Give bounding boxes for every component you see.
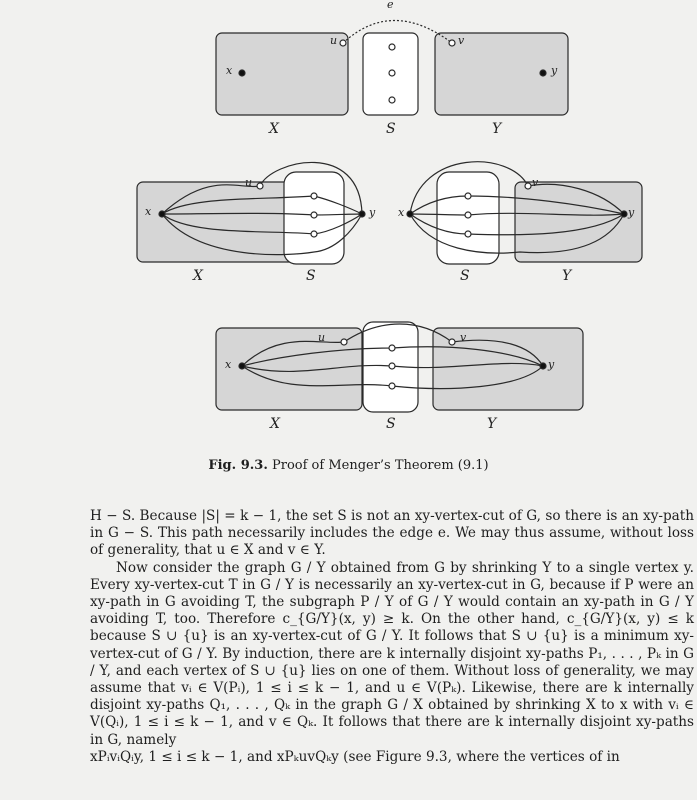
top-box-X <box>216 33 348 115</box>
left-label-x: x <box>145 205 152 218</box>
top-vertex-u <box>340 40 346 46</box>
left-label-S: S <box>306 268 316 284</box>
top-label-X: X <box>269 121 279 137</box>
bottom-label-y: y <box>548 358 555 371</box>
top-box-Y <box>435 33 568 115</box>
left-label-X: X <box>193 268 203 284</box>
bottom-label-S: S <box>386 416 396 432</box>
figure-caption <box>0 458 697 473</box>
top-label-v: v <box>458 34 465 47</box>
right-label-S: S <box>460 268 470 284</box>
bottom-box-Y <box>433 328 583 410</box>
top-vertex-y <box>540 70 546 76</box>
top-label-x: x <box>226 64 233 77</box>
right-box-Y <box>515 182 642 262</box>
bottom-box-X <box>216 328 362 410</box>
top-vertex-x <box>239 70 245 76</box>
bottom-label-v: v <box>460 331 467 344</box>
left-label-u: u <box>245 176 253 189</box>
caption-label: Fig. 9.3. <box>208 458 268 473</box>
left-vertex-y <box>359 211 365 217</box>
bottom-label-u: u <box>318 331 326 344</box>
top-label-y: y <box>551 64 558 77</box>
top-label-u: u <box>330 34 338 47</box>
right-label-x: x <box>398 206 405 219</box>
right-vertex-x <box>407 211 413 217</box>
bottom-label-X: X <box>270 416 280 432</box>
bottom-label-Y: Y <box>487 416 497 432</box>
top-label-Y: Y <box>492 121 502 137</box>
bottom-vertex-y <box>540 363 546 369</box>
left-vertex-x <box>159 211 165 217</box>
paragraph-3-cut: xPᵢvᵢQᵢy, 1 ≤ i ≤ k − 1, and xPₖuvQₖy (see Figure 9.3, where the vertices of in <box>90 748 620 765</box>
body-text <box>90 508 694 766</box>
top-label-e: e <box>387 0 394 11</box>
paragraph-2: Now consider the graph G / Y obtained from G by shrinking Y to a single vertex y. Every xy-vertex-cut T in G / Y is necessarily an xy-vertex-cut in G, because if P were an xy-path in G avoiding T, the subgraph P / Y of G / Y would contain an xy-path in G / Y avoiding T, too. Therefore c_{G/Y}(x, y) ≥ k. On the other hand, c_{G/Y}(x, y) ≤ k because S ∪ {u} is an xy-vertex-cut of G / Y. It follows that S ∪ {u} is a minimum xy-vertex-cut of G / Y. By induction, there are k internally disjoint xy-paths P₁, . . . , Pₖ in G / Y, and each vertex of S ∪ {u} lies on one of them. Without loss of generality, we may assume that vᵢ ∈ V(Pᵢ), 1 ≤ i ≤ k − 1, and u ∈ V(Pₖ). Likewise, there are k internally disjoint xy-paths Q₁, . . . , Qₖ in the graph G / X obtained by shrinking X to x with vᵢ ∈ V(Qᵢ), 1 ≤ i ≤ k − 1, and v ∈ Qₖ. It follows that there are k internally disjoint xy-paths in G, namely <box>90 559 694 748</box>
caption-text: Proof of Menger’s Theorem (9.1) <box>271 458 489 473</box>
left-label-y: y <box>369 206 376 219</box>
right-label-y: y <box>628 206 635 219</box>
paragraph-1: H − S. Because |S| = k − 1, the set S is not an xy-vertex-cut of G, so there is an xy-path in G − S. This path necessarily includes the edge e. We may thus assume, without loss of generality, that u ∈ X and v ∈ Y. <box>90 508 694 559</box>
bottom-vertex-x <box>239 363 245 369</box>
top-label-S: S <box>386 121 396 137</box>
right-label-Y: Y <box>562 268 572 284</box>
top-vertex-v <box>449 40 455 46</box>
right-vertex-y <box>621 211 627 217</box>
bottom-label-x: x <box>225 358 232 371</box>
right-label-v: v <box>532 176 539 189</box>
